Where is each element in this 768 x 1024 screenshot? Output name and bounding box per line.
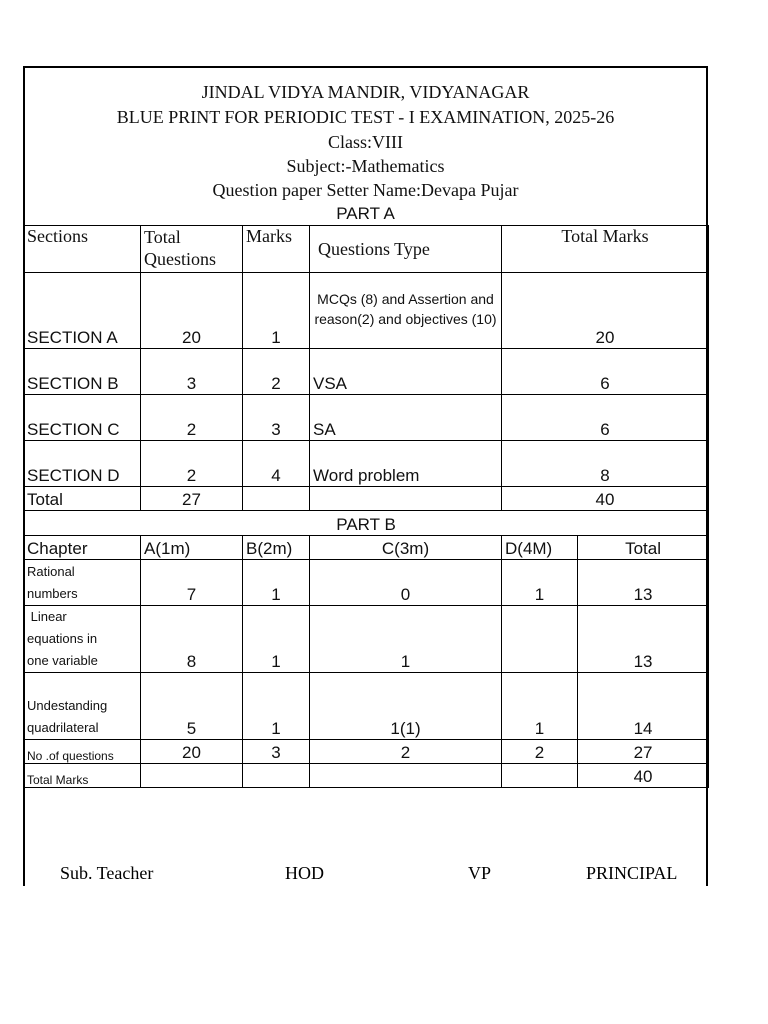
blueprint-sheet [23,66,708,886]
value-b: 1 [243,673,310,740]
total-label: Total [24,487,141,511]
chapter-line: equations in [27,631,98,646]
section-total: 8 [502,441,709,487]
table-row [24,606,709,673]
col-questions-type: Questions Type [310,226,502,273]
table-row [24,349,709,395]
col-total-questions-l2: Questions [144,249,216,269]
value-a: 5 [141,673,243,740]
part-b-header-row [24,536,709,560]
section-marks: 1 [243,273,310,349]
value-a: 20 [141,740,243,764]
empty-cell [141,764,243,788]
total-row [24,487,709,511]
empty-cell [243,764,310,788]
section-type: SA [310,395,502,441]
section-name: SECTION B [24,349,141,395]
value-a: 8 [141,606,243,673]
chapter-line: numbers [27,586,78,601]
section-marks: 3 [243,395,310,441]
value-c: 1 [310,606,502,673]
section-name: SECTION A [24,273,141,349]
col-chapter: Chapter [24,536,141,560]
section-questions: 3 [141,349,243,395]
part-b-title-row [24,511,709,536]
col-b: B(2m) [243,536,310,560]
total-marks-label: Total Marks [24,764,141,788]
document-header [25,68,706,226]
value-d: 1 [502,673,578,740]
num-questions-label: No .of questions [24,740,141,764]
value-b: 1 [243,606,310,673]
value-a: 7 [141,560,243,606]
section-marks: 2 [243,349,310,395]
chapter-line: quadrilateral [27,720,99,735]
document-title: BLUE PRINT FOR PERIODIC TEST - I EXAMINATION, 2025-26 [116,107,615,127]
section-questions: 20 [141,273,243,349]
section-questions: 2 [141,395,243,441]
chapter-line: Rational [27,564,75,579]
value-total: 14 [578,673,709,740]
col-marks: Marks [243,226,310,273]
col-total-questions-l1: Total [144,227,181,247]
num-questions-row [24,740,709,764]
value-c: 2 [310,740,502,764]
table-row [24,673,709,740]
part-a-header-row [24,226,709,273]
total-marks-value: 40 [578,764,709,788]
part-a-title: PART A [336,204,395,223]
value-c: 0 [310,560,502,606]
signature-principal: PRINCIPAL [586,863,678,883]
section-name: SECTION D [24,441,141,487]
col-total-questions [141,226,243,273]
signature-vp: VP [468,863,492,883]
col-a: A(1m) [141,536,243,560]
section-marks: 4 [243,441,310,487]
value-b: 3 [243,740,310,764]
setter-name: Question paper Setter Name:Devapa Pujar [212,180,519,200]
empty-cell [310,487,502,511]
value-c: 1(1) [310,673,502,740]
table-row [24,395,709,441]
value-d: 2 [502,740,578,764]
section-type: MCQs (8) and Assertion and reason(2) and objectives (10) [310,273,502,349]
school-name: JINDAL VIDYA MANDIR, VIDYANAGAR [201,82,530,102]
col-d: D(4M) [502,536,578,560]
col-sections: Sections [24,226,141,273]
signature-teacher: Sub. Teacher [60,863,154,883]
subject-label: Subject:-Mathematics [286,156,445,176]
signature-hod: HOD [285,863,324,883]
section-total: 20 [502,273,709,349]
empty-cell [502,764,578,788]
chapter-name [24,606,141,673]
chapter-line: Linear [27,609,67,624]
chapter-line: Undestanding [27,698,108,713]
empty-cell [243,487,310,511]
chapter-line: one variable [27,653,98,668]
chapter-name [24,560,141,606]
value-d: 1 [502,560,578,606]
section-type: Word problem [310,441,502,487]
table-row [24,273,709,349]
col-total: Total [578,536,709,560]
table-row [24,560,709,606]
section-questions: 2 [141,441,243,487]
class-label: Class:VIII [328,132,403,152]
section-total: 6 [502,349,709,395]
empty-cell [310,764,502,788]
chapter-name [24,673,141,740]
total-marks-value: 40 [502,487,709,511]
total-questions: 27 [141,487,243,511]
section-total: 6 [502,395,709,441]
value-b: 1 [243,560,310,606]
value-total: 13 [578,606,709,673]
table-row [24,441,709,487]
col-total-marks: Total Marks [502,226,709,273]
value-total: 13 [578,560,709,606]
value-total: 27 [578,740,709,764]
section-type: VSA [310,349,502,395]
part-b-table [23,510,709,788]
section-name: SECTION C [24,395,141,441]
part-b-title: PART B [24,511,709,536]
col-c: C(3m) [310,536,502,560]
part-a-table [23,225,709,511]
total-marks-row [24,764,709,788]
value-d [502,606,578,673]
